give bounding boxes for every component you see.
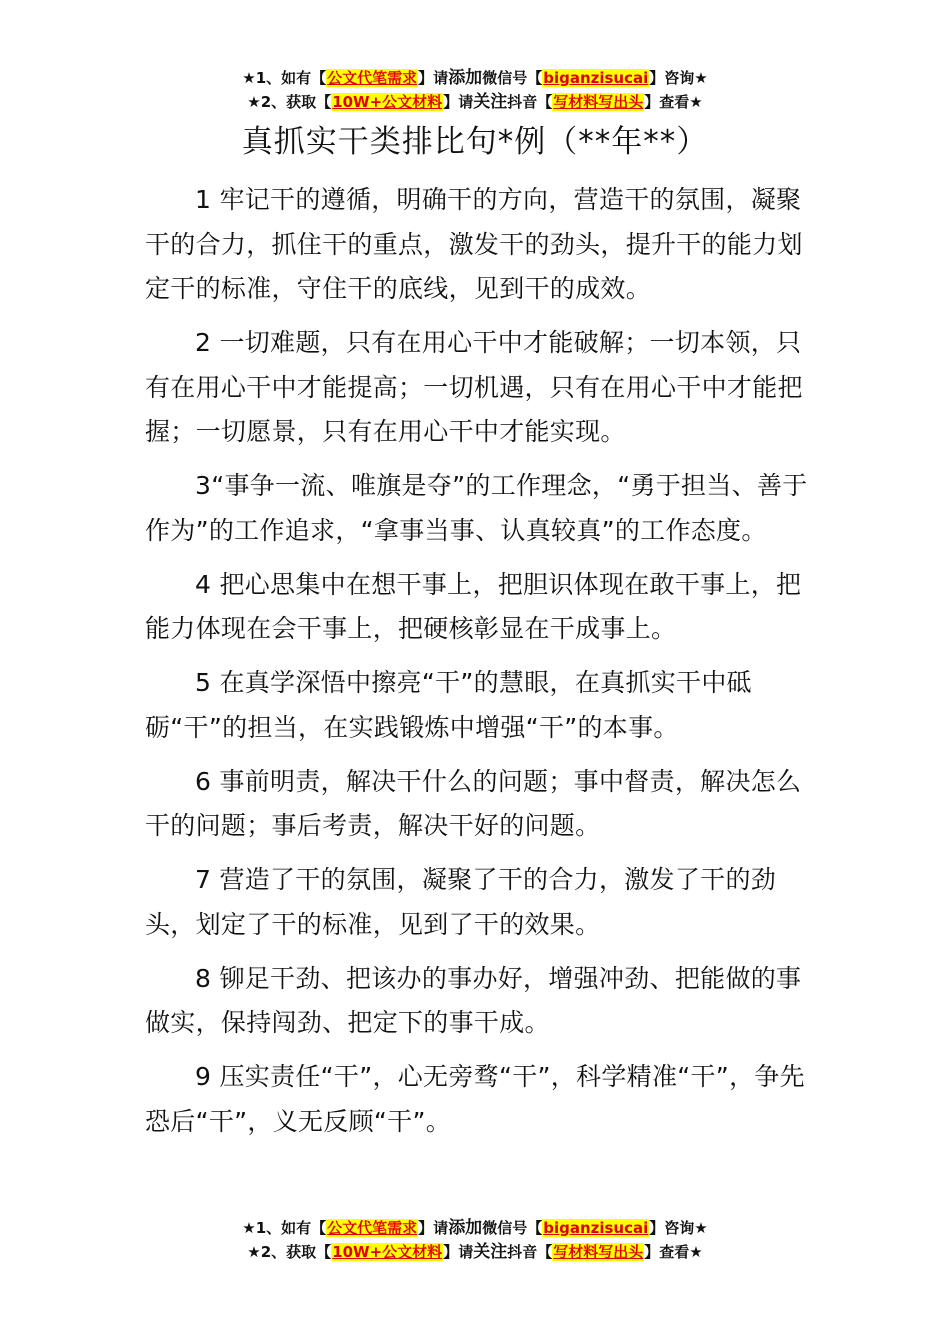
banner-line-1 <box>0 66 950 90</box>
paragraph-9: 9 压实责任“干”，心无旁骛“干”，科学精准“干”，争先恐后“干”，义无反顾“干”。 <box>145 1062 805 1136</box>
banner-text: 】请 <box>418 69 449 87</box>
banner-text: 2、获取【 <box>260 1243 332 1261</box>
banner-text: 微信号【 <box>482 69 543 87</box>
star-icon: ★ <box>247 1243 261 1261</box>
highlight-materials[interactable]: 10W+公文材料 <box>332 93 443 111</box>
paragraph-2: 2 一切难题，只有在用心干中才能破解；一切本领，只有在用心干中才能提高；一切机遇，只有在用心干中才能把握；一切愿景，只有在用心干中才能实现。 <box>145 328 803 446</box>
banner-line-2 <box>0 1240 950 1264</box>
banner-text-large: 添加 <box>448 1218 483 1238</box>
banner-text: 1、如有【 <box>255 1219 327 1237</box>
banner-text: 抖音【 <box>507 93 553 111</box>
paragraph-8: 8 铆足干劲、把该办的事办好，增强冲劲、把能做的事做实，保持闯劲、把定下的事干成。 <box>145 963 802 1037</box>
paragraph-4: 4 把心思集中在想干事上，把胆识体现在敢干事上，把能力体现在会干事上，把硬核彰显在干成事上。 <box>145 569 802 643</box>
banner-text: 】请 <box>418 1219 449 1237</box>
paragraph-1: 1 牢记干的遵循，明确干的方向，营造干的氛围，凝聚干的合力，抓住干的重点，激发干的劲头，提升干的能力划定干的标准，守住干的底线，见到干的成效。 <box>145 185 803 303</box>
footer-banner <box>0 1216 950 1264</box>
paragraph-5: 5 在真学深悟中擦亮“干”的慧眼，在真抓实干中砥砺“干”的担当，在实践锻炼中增强“干”的本事。 <box>145 668 752 742</box>
banner-text-large: 添加 <box>448 68 483 88</box>
highlight-ghostwriting[interactable]: 公文代笔需求 <box>327 69 418 87</box>
star-icon: ★ <box>694 69 708 87</box>
banner-text: 】查看 <box>644 1243 690 1261</box>
banner-text: 】咨询 <box>649 1219 695 1237</box>
banner-text: 微信号【 <box>482 1219 543 1237</box>
star-icon: ★ <box>694 1219 708 1237</box>
highlight-douyin[interactable]: 写材料写出头 <box>553 1243 644 1261</box>
page-title: 真抓实干类排比句*例（**年**） <box>241 124 709 160</box>
banner-text-large: 关注 <box>473 1242 508 1262</box>
star-icon: ★ <box>242 1219 256 1237</box>
banner-text: 1、如有【 <box>255 69 327 87</box>
highlight-wechat-id[interactable]: biganzisucai <box>543 69 649 87</box>
star-icon: ★ <box>689 1243 703 1261</box>
paragraph-6: 6 事前明责，解决干什么的问题；事中督责，解决怎么干的问题；事后考责，解决干好的问题。 <box>145 766 802 840</box>
paragraph-3: 3“事争一流、唯旗是夺”的工作理念，“勇于担当、善于作为”的工作追求，“拿事当事、认真较真”的工作态度。 <box>145 471 808 545</box>
banner-text: 】请 <box>443 1243 474 1261</box>
banner-text: 】咨询 <box>649 69 695 87</box>
highlight-douyin[interactable]: 写材料写出头 <box>553 93 644 111</box>
banner-text: 】请 <box>443 93 474 111</box>
banner-text: 】查看 <box>644 93 690 111</box>
banner-line-1 <box>0 1216 950 1240</box>
banner-text-large: 关注 <box>473 92 508 112</box>
banner-line-2 <box>0 90 950 114</box>
paragraph-7: 7 营造了干的氛围，凝聚了干的合力，激发了干的劲头，划定了干的标准，见到了干的效果。 <box>145 865 777 939</box>
header-banner <box>0 66 950 114</box>
highlight-wechat-id[interactable]: biganzisucai <box>543 1219 649 1237</box>
star-icon: ★ <box>247 93 261 111</box>
highlight-materials[interactable]: 10W+公文材料 <box>332 1243 443 1261</box>
star-icon: ★ <box>242 69 256 87</box>
banner-text: 抖音【 <box>507 1243 553 1261</box>
highlight-ghostwriting[interactable]: 公文代笔需求 <box>327 1219 418 1237</box>
star-icon: ★ <box>689 93 703 111</box>
banner-text: 2、获取【 <box>260 93 332 111</box>
document-body <box>145 178 810 1154</box>
